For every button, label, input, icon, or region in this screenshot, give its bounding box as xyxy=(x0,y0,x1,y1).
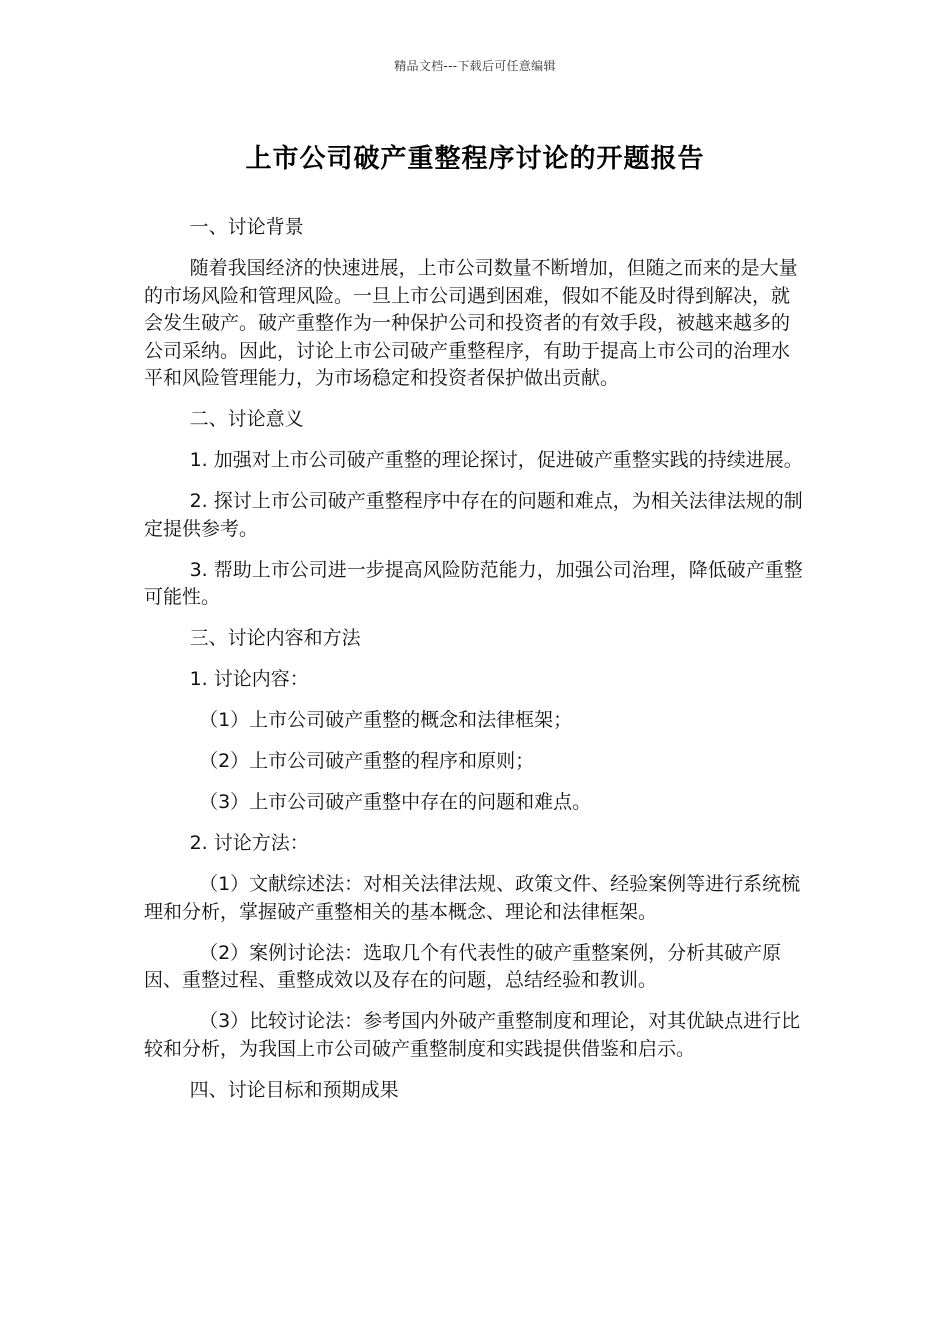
document-body xyxy=(144,214,808,1118)
significance-item-3: 3. 帮助上市公司进一步提高风险防范能力，加强公司治理，降低破产重整可能性。 xyxy=(144,558,803,608)
method-label: 2. 讨论方法： xyxy=(189,832,309,854)
content-item-3: （3）上市公司破产重整中存在的问题和难点。 xyxy=(199,791,592,813)
content-item-1: （1）上市公司破产重整的概念和法律框架； xyxy=(199,709,573,731)
section-heading-goals: 四、讨论目标和预期成果 xyxy=(189,1078,399,1101)
section-heading-content-methods: 三、讨论内容和方法 xyxy=(189,627,361,649)
background-paragraph: 随着我国经济的快速进展，上市公司数量不断增加，但随之而来的是大量的市场风险和管理风险。一旦上市公司遇到困难，假如不能及时得到解决，就会发生破产。破产重整作为一种保护公司和投资者的有效手段，被越来越多的公司采纳。因此，讨论上市公司破产重整程序，有助于提高上市公司的治理水平和风险管理能力，为市场稳定和投资者保护做出贡献。 xyxy=(144,257,798,389)
content-item-2: （2）上市公司破产重整的程序和原则； xyxy=(199,750,535,772)
document-title: 上市公司破产重整程序讨论的开题报告 xyxy=(245,144,705,174)
significance-item-1: 1. 加强对上市公司破产重整的理论探讨，促进破产重整实践的持续进展。 xyxy=(189,449,803,471)
significance-item-2: 2. 探讨上市公司破产重整程序中存在的问题和难点，为相关法律法规的制定提供参考。 xyxy=(144,490,803,540)
header-note: 精品文档---下载后可任意编辑 xyxy=(394,59,556,73)
method-item-2: （2）案例讨论法：选取几个有代表性的破产重整案例，分析其破产原因、重整过程、重整成效以及存在的问题，总结经验和教训。 xyxy=(144,941,782,991)
method-item-1: （1）文献综述法：对相关法律法规、政策文件、经验案例等进行系统梳理和分析，掌握破产重整相关的基本概念、理论和法律框架。 xyxy=(144,873,801,923)
method-item-3: （3）比较讨论法：参考国内外破产重整制度和理论，对其优缺点进行比较和分析，为我国上市公司破产重整制度和实践提供借鉴和启示。 xyxy=(144,1010,801,1060)
section-heading-background: 一、讨论背景 xyxy=(189,216,304,238)
section-heading-significance: 二、讨论意义 xyxy=(189,408,304,430)
content-label: 1. 讨论内容： xyxy=(189,668,309,690)
